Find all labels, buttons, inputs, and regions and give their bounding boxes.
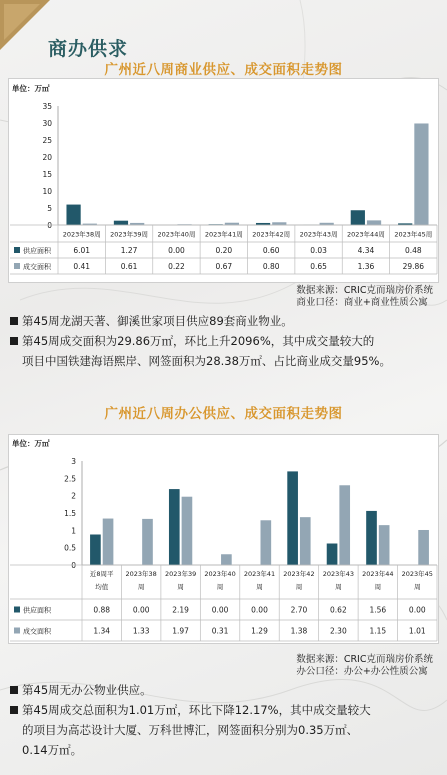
data-label: 2.19: [172, 605, 189, 615]
data-label: 0.00: [408, 605, 426, 615]
bullet-text: 第45周无办公物业供应。: [22, 683, 152, 697]
bullet-item: [10, 700, 441, 720]
data-label: 0.00: [168, 246, 185, 255]
data-label: 0.48: [404, 246, 422, 255]
bullet-continuation: 项目中国铁建海语熙岸、网签面积为28.38万㎡、占比商业成交量95%。: [22, 354, 391, 368]
supply-bar: [287, 471, 298, 565]
x-tick-label: 2023年42周: [252, 230, 291, 239]
y-tick-label: 0.5: [64, 543, 76, 553]
data-label: 0.03: [310, 246, 327, 255]
bullet-text: 第45周龙湖天著、御溪世家项目供应89套商业物业。: [22, 314, 293, 328]
y-tick-label: 25: [42, 136, 52, 145]
data-label: 0.20: [215, 246, 233, 255]
deal-bar: [339, 485, 350, 565]
deal-bar: [418, 530, 429, 565]
data-label: 0.22: [168, 262, 185, 271]
legend-label: 成交面积: [23, 627, 51, 636]
black-square-bullet-icon: [10, 706, 18, 714]
data-label: 0.00: [211, 605, 229, 615]
deal-bar: [379, 525, 390, 565]
bullet-text: 第45周成交总面积为1.01万㎡，环比下降12.17%，其中成交量较大: [22, 703, 371, 717]
x-tick-label: 周: [374, 583, 382, 591]
supply-bar: [66, 205, 80, 225]
deal-bar: [103, 519, 114, 565]
data-label: 0.00: [132, 605, 150, 615]
data-label: 0.80: [262, 262, 280, 271]
chart1-source: [296, 285, 433, 309]
data-label: 0.61: [120, 262, 138, 271]
supply-bar: [114, 221, 128, 225]
x-tick-label: 2023年41周: [204, 230, 243, 239]
data-label: 0.41: [73, 262, 91, 271]
bullet-item: [10, 680, 441, 700]
legend-label: 成交面积: [23, 263, 51, 271]
y-tick-label: 10: [42, 187, 52, 196]
chart2-panel: [8, 434, 439, 644]
x-tick-label: 周: [295, 583, 303, 591]
chart1-source-line: 商业口径：商业+商业性质公寓: [296, 297, 428, 308]
deal-bar: [142, 519, 153, 565]
legend-swatch: [14, 263, 20, 269]
y-tick-label: 35: [42, 102, 52, 111]
chart1-svg: [8, 78, 439, 283]
x-tick-label: 2023年40: [204, 570, 236, 578]
legend-label: 供应面积: [23, 606, 51, 615]
data-label: 1.29: [251, 626, 268, 636]
chart2-svg: [8, 434, 439, 644]
x-tick-label: 2023年43周: [299, 230, 338, 239]
x-tick-label: 2023年41: [243, 570, 276, 578]
y-tick-label: 3: [71, 457, 76, 466]
supply-bar: [169, 489, 180, 565]
y-tick-label: 1.5: [64, 509, 76, 518]
data-label: 2.70: [290, 605, 308, 615]
data-label: 1.36: [357, 262, 375, 271]
deal-bar: [367, 220, 381, 225]
x-tick-label: 2023年45: [401, 570, 433, 578]
data-label: 0.60: [262, 246, 280, 255]
y-tick-label: 5: [47, 204, 52, 213]
section-title: 商办供求: [48, 38, 129, 60]
data-label: 1.33: [132, 626, 150, 636]
bullets1: [10, 311, 441, 371]
bullet-item: [10, 311, 441, 331]
y-tick-label: 2: [71, 491, 76, 501]
x-tick-label: 2023年40周: [157, 230, 196, 239]
black-square-bullet-icon: [10, 686, 18, 694]
bullet-item: [10, 331, 441, 351]
bullet-continuation: 的项目为高芯设计大厦、万科世博汇，网签面积分别为0.35万㎡、: [22, 723, 359, 737]
chart2-source-line: 数据来源：CRIC克而瑞房价系统: [296, 654, 433, 665]
y-tick-label: 2.5: [64, 474, 76, 484]
bullet-continuation: 0.14万㎡。: [22, 743, 83, 757]
chart2-title: 广州近八周办公供应、成交面积走势图: [104, 406, 343, 422]
legend-swatch: [14, 628, 20, 634]
deal-bar: [261, 520, 272, 565]
x-tick-label: 周: [137, 583, 145, 591]
data-label: 0.88: [93, 605, 111, 615]
x-tick-label: 周: [256, 583, 263, 591]
y-tick-label: 15: [42, 170, 52, 179]
bullet-text: 第45周成交面积为29.86万㎡，环比上升2096%，其中成交量较大的: [22, 334, 375, 348]
y-tick-label: 1: [71, 526, 76, 536]
x-tick-label: 2023年45周: [394, 230, 433, 239]
x-tick-label: 近8周平: [89, 570, 114, 578]
x-tick-label: 周: [414, 583, 421, 591]
unit-label: 单位：万㎡: [12, 84, 50, 93]
black-square-bullet-icon: [10, 337, 18, 345]
data-label: 0.65: [310, 262, 327, 271]
gold-corner-triangle-icon: [0, 0, 50, 50]
data-label: 0.62: [330, 605, 347, 615]
chart1-panel: [8, 78, 439, 283]
deal-bar: [414, 123, 428, 225]
x-tick-label: 周: [216, 583, 224, 591]
data-label: 4.34: [357, 246, 375, 255]
y-tick-label: 20: [42, 153, 52, 162]
x-tick-label: 2023年39: [164, 570, 197, 578]
y-tick-label: 0: [47, 221, 52, 230]
bullets2: [10, 680, 441, 760]
deal-bar: [221, 554, 232, 565]
data-label: 1.97: [172, 626, 189, 636]
x-tick-label: 2023年42: [283, 570, 315, 578]
deal-bar: [300, 517, 311, 565]
supply-bar: [351, 210, 365, 225]
legend-swatch: [14, 247, 20, 253]
data-label: 0.31: [211, 626, 229, 636]
chart2-source-line: 办公口径：办公+办公性质公寓: [296, 666, 428, 677]
supply-bar: [327, 544, 338, 565]
x-tick-label: 2023年38: [125, 570, 157, 578]
data-label: 1.34: [93, 626, 111, 636]
supply-bar: [90, 534, 101, 565]
x-tick-label: 2023年38周: [62, 230, 101, 239]
y-tick-label: 30: [42, 119, 52, 128]
x-tick-label: 周: [177, 583, 184, 591]
data-label: 1.56: [369, 605, 387, 615]
deal-bar: [182, 497, 193, 565]
unit-label: 单位：万㎡: [12, 439, 50, 448]
data-label: 2.30: [330, 626, 347, 636]
chart1-source-line: 数据来源：CRIC克而瑞房价系统: [296, 285, 433, 296]
data-label: 1.38: [290, 626, 308, 636]
x-tick-label: 周: [335, 583, 342, 591]
x-tick-label: 2023年39周: [110, 230, 148, 239]
x-tick-label: 均值: [95, 583, 109, 591]
data-label: 1.15: [369, 626, 387, 636]
x-tick-label: 2023年44周: [347, 230, 385, 239]
data-label: 0.67: [215, 262, 233, 271]
data-label: 1.01: [408, 626, 426, 636]
black-square-bullet-icon: [10, 317, 18, 325]
data-label: 0.00: [251, 605, 268, 615]
chart1-title: 广州近八周商业供应、成交面积走势图: [104, 62, 343, 78]
legend-swatch: [14, 607, 20, 613]
chart2-source: [296, 654, 433, 678]
x-tick-label: 2023年44: [362, 570, 394, 578]
deal-bar: [272, 222, 286, 225]
x-tick-label: 2023年43: [322, 570, 355, 578]
legend-label: 供应面积: [23, 247, 51, 255]
data-label: 6.01: [73, 246, 91, 255]
supply-bar: [366, 511, 377, 565]
data-label: 1.27: [120, 246, 138, 255]
data-label: 29.86: [402, 262, 425, 271]
y-tick-label: 0: [71, 561, 76, 570]
